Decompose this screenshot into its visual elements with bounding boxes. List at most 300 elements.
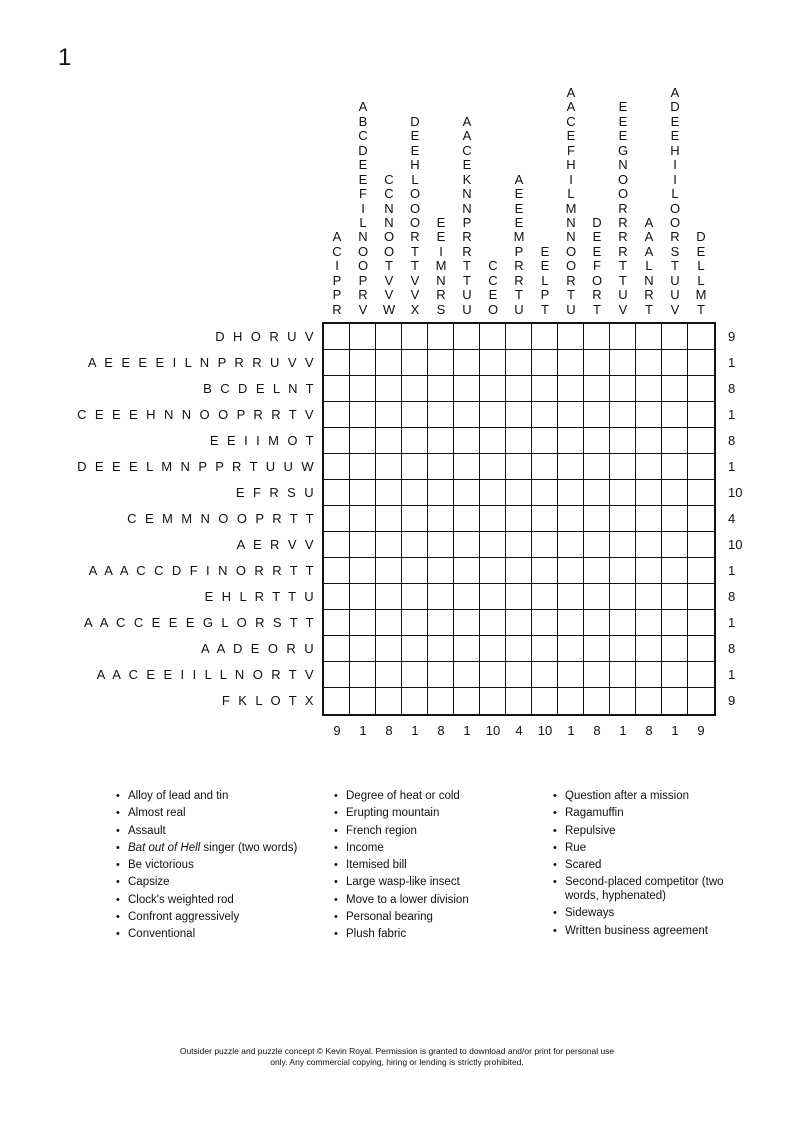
grid-cell[interactable] (454, 324, 480, 350)
grid-cell[interactable] (428, 480, 454, 506)
grid-cell[interactable] (428, 324, 454, 350)
row-count: 10 (728, 537, 743, 552)
grid-cell[interactable] (454, 350, 480, 376)
column-clue: A C I P P R (332, 229, 342, 317)
grid-cell[interactable] (558, 402, 584, 428)
grid-cell[interactable] (506, 688, 532, 714)
grid-cell[interactable] (584, 636, 610, 662)
grid-cell[interactable] (688, 428, 714, 454)
clue-item: • Large wasp-like insect (334, 876, 534, 890)
grid-cell[interactable] (532, 480, 558, 506)
grid-cell[interactable] (480, 532, 506, 558)
clue-item: • Confront aggressively (116, 911, 316, 925)
grid-cell[interactable] (662, 480, 688, 506)
grid-cell[interactable] (428, 688, 454, 714)
grid-cell[interactable] (454, 688, 480, 714)
grid-cell[interactable] (688, 324, 714, 350)
grid-cell[interactable] (584, 454, 610, 480)
grid-cell[interactable] (610, 402, 636, 428)
grid-cell[interactable] (324, 558, 350, 584)
grid-cell[interactable] (454, 610, 480, 636)
column-clue: A E E E M P R R T U (513, 171, 525, 317)
grid-cell[interactable] (584, 662, 610, 688)
column-count: 4 (515, 723, 523, 738)
row-clue: A E R V V (236, 537, 316, 552)
grid-cell[interactable] (480, 376, 506, 402)
grid-cell[interactable] (636, 636, 662, 662)
grid-cell[interactable] (506, 636, 532, 662)
grid-cell[interactable] (558, 532, 584, 558)
grid-cell[interactable] (636, 532, 662, 558)
grid-cell[interactable] (480, 662, 506, 688)
grid-cell[interactable] (506, 350, 532, 376)
grid-cell[interactable] (506, 506, 532, 532)
clue-item: • Clock's weighted rod (116, 894, 316, 908)
row-count: 8 (728, 381, 736, 396)
grid-cell[interactable] (350, 376, 376, 402)
column-count: 1 (671, 723, 679, 738)
grid-cell[interactable] (636, 610, 662, 636)
grid-cell[interactable] (350, 402, 376, 428)
grid-cell[interactable] (636, 402, 662, 428)
grid-cell[interactable] (350, 636, 376, 662)
grid-cell[interactable] (662, 688, 688, 714)
row-clue: D E E E L M N P P R T U U W (77, 459, 316, 474)
grid-cell[interactable] (662, 610, 688, 636)
column-clue: D E L L M T (695, 229, 707, 317)
grid-cell[interactable] (688, 584, 714, 610)
grid-cell[interactable] (324, 584, 350, 610)
grid-cell[interactable] (688, 610, 714, 636)
grid-cell[interactable] (480, 610, 506, 636)
column-count: 1 (359, 723, 367, 738)
grid-cell[interactable] (688, 376, 714, 402)
column-count: 1 (567, 723, 575, 738)
grid-cell[interactable] (402, 610, 428, 636)
column-clue: E E L P T (540, 243, 550, 317)
grid-cell[interactable] (558, 688, 584, 714)
grid-cell[interactable] (558, 428, 584, 454)
grid-cell[interactable] (532, 454, 558, 480)
grid-cell[interactable] (350, 662, 376, 688)
grid-cell[interactable] (584, 506, 610, 532)
grid-cell[interactable] (350, 428, 376, 454)
grid-cell[interactable] (324, 662, 350, 688)
grid-cell[interactable] (558, 376, 584, 402)
grid-cell[interactable] (428, 636, 454, 662)
grid-cell[interactable] (428, 610, 454, 636)
grid-cell[interactable] (454, 532, 480, 558)
grid-cell[interactable] (454, 428, 480, 454)
grid-cell[interactable] (506, 480, 532, 506)
grid-cell[interactable] (350, 324, 376, 350)
grid-cell[interactable] (688, 688, 714, 714)
grid-cell[interactable] (454, 454, 480, 480)
grid-cell[interactable] (428, 532, 454, 558)
grid-cell[interactable] (402, 454, 428, 480)
column-clue: A D E E H I I L O O R S T U U V (669, 85, 681, 317)
grid-cell[interactable] (688, 454, 714, 480)
clue-item: • Income (334, 842, 534, 856)
grid-cell[interactable] (636, 350, 662, 376)
clue-item: • Scared (553, 859, 753, 873)
grid-cell[interactable] (324, 324, 350, 350)
clue-item: • Written business agreement (553, 925, 753, 939)
grid-cell[interactable] (454, 402, 480, 428)
grid-cell[interactable] (662, 532, 688, 558)
grid-cell[interactable] (584, 558, 610, 584)
grid-cell[interactable] (324, 402, 350, 428)
grid-cell[interactable] (610, 688, 636, 714)
grid-cell[interactable] (636, 506, 662, 532)
row-count: 9 (728, 693, 736, 708)
grid-cell[interactable] (402, 428, 428, 454)
grid-cell[interactable] (532, 636, 558, 662)
column-count: 10 (485, 723, 501, 738)
grid-cell[interactable] (506, 454, 532, 480)
grid-cell[interactable] (610, 454, 636, 480)
grid-cell[interactable] (610, 350, 636, 376)
row-clue: F K L O T X (221, 693, 316, 708)
grid-cell[interactable] (558, 558, 584, 584)
grid-cell[interactable] (636, 428, 662, 454)
grid-cell[interactable] (662, 454, 688, 480)
grid-cell[interactable] (480, 636, 506, 662)
grid-cell[interactable] (480, 454, 506, 480)
grid-cell[interactable] (636, 454, 662, 480)
grid-cell[interactable] (662, 428, 688, 454)
row-count: 1 (728, 615, 736, 630)
grid-cell[interactable] (584, 428, 610, 454)
grid-cell[interactable] (532, 324, 558, 350)
grid-cell[interactable] (376, 480, 402, 506)
grid-cell[interactable] (558, 584, 584, 610)
grid-cell[interactable] (506, 610, 532, 636)
clue-item: • Conventional (116, 928, 316, 942)
column-count: 10 (537, 723, 553, 738)
grid-cell[interactable] (324, 688, 350, 714)
grid-cell[interactable] (532, 532, 558, 558)
grid-cell[interactable] (584, 532, 610, 558)
grid-cell[interactable] (636, 662, 662, 688)
grid-cell[interactable] (376, 350, 402, 376)
grid-cell[interactable] (376, 324, 402, 350)
grid-cell[interactable] (350, 584, 376, 610)
grid-cell[interactable] (558, 610, 584, 636)
grid-cell[interactable] (428, 454, 454, 480)
column-clue: D E E F O R T (591, 214, 603, 317)
grid-cell[interactable] (350, 506, 376, 532)
grid-cell[interactable] (402, 636, 428, 662)
grid-cell[interactable] (558, 480, 584, 506)
grid-cell[interactable] (376, 506, 402, 532)
copyright-footer (0, 1046, 794, 1068)
grid-cell[interactable] (506, 324, 532, 350)
clue-item: • Move to a lower division (334, 894, 534, 908)
grid-cell[interactable] (350, 532, 376, 558)
grid-cell[interactable] (480, 402, 506, 428)
grid-cell[interactable] (454, 480, 480, 506)
grid-cell[interactable] (350, 688, 376, 714)
grid-cell[interactable] (636, 480, 662, 506)
grid-cell[interactable] (532, 558, 558, 584)
grid-cell[interactable] (324, 506, 350, 532)
column-clue: E E E G N O O R R R R T T U V (617, 99, 629, 317)
grid-cell[interactable] (558, 506, 584, 532)
grid-cell[interactable] (402, 532, 428, 558)
grid-cell[interactable] (688, 636, 714, 662)
grid-cell[interactable] (558, 324, 584, 350)
grid-cell[interactable] (324, 636, 350, 662)
row-count: 10 (728, 485, 743, 500)
row-count: 8 (728, 589, 736, 604)
clue-item: • Itemised bill (334, 859, 534, 873)
grid-cell[interactable] (584, 402, 610, 428)
row-clue: E H L R T T U (204, 589, 316, 604)
grid-cell[interactable] (662, 584, 688, 610)
column-clue: A A A L N R T (644, 214, 654, 317)
footer-line-2: only. Any commercial copying, hiring or lending is strictly prohibited. (270, 1057, 524, 1067)
column-clue: C C E O (487, 258, 499, 317)
grid-cell[interactable] (532, 376, 558, 402)
grid-cell[interactable] (454, 584, 480, 610)
clue-item: • Erupting mountain (334, 807, 534, 821)
grid-cell[interactable] (532, 350, 558, 376)
clue-item: • Personal bearing (334, 911, 534, 925)
grid-cell[interactable] (506, 376, 532, 402)
row-clue: A A C C E E E G L O R S T T (84, 615, 316, 630)
row-clue: A E E E E I L N P R R U V V (87, 355, 316, 370)
grid-cell[interactable] (480, 558, 506, 584)
grid-cell[interactable] (428, 584, 454, 610)
grid-cell[interactable] (506, 662, 532, 688)
grid-cell[interactable] (402, 350, 428, 376)
grid-cell[interactable] (610, 506, 636, 532)
grid-cell[interactable] (376, 428, 402, 454)
grid-cell[interactable] (558, 662, 584, 688)
grid-cell[interactable] (532, 584, 558, 610)
grid-cell[interactable] (662, 506, 688, 532)
column-count: 1 (411, 723, 419, 738)
row-clue: C E E E H N N O O P R R T V (77, 407, 316, 422)
grid-cell[interactable] (402, 662, 428, 688)
grid-cell[interactable] (506, 428, 532, 454)
grid-cell[interactable] (506, 532, 532, 558)
grid-cell[interactable] (480, 688, 506, 714)
grid-cell[interactable] (610, 636, 636, 662)
column-clue: C C N N O O T V V W (382, 171, 396, 317)
grid-cell[interactable] (428, 662, 454, 688)
grid-cell[interactable] (532, 610, 558, 636)
grid-cell[interactable] (532, 506, 558, 532)
grid-cell[interactable] (662, 558, 688, 584)
clue-item: • Repulsive (553, 825, 753, 839)
row-count: 1 (728, 667, 736, 682)
grid-cell[interactable] (350, 610, 376, 636)
grid-cell[interactable] (480, 428, 506, 454)
grid-cell[interactable] (402, 688, 428, 714)
grid-cell[interactable] (402, 376, 428, 402)
grid-cell[interactable] (610, 324, 636, 350)
column-clue: A A C E F H I L M N N O O R T U (565, 85, 577, 317)
grid-cell[interactable] (584, 688, 610, 714)
grid-cell[interactable] (506, 402, 532, 428)
clue-item: • Almost real (116, 807, 316, 821)
grid-cell[interactable] (402, 506, 428, 532)
grid-cell[interactable] (584, 376, 610, 402)
grid-cell[interactable] (428, 376, 454, 402)
clue-item: • Question after a mission (553, 790, 753, 804)
grid-cell[interactable] (324, 350, 350, 376)
grid-cell[interactable] (688, 402, 714, 428)
grid-cell[interactable] (428, 558, 454, 584)
grid-cell[interactable] (558, 454, 584, 480)
grid-cell[interactable] (610, 610, 636, 636)
grid-cell[interactable] (636, 324, 662, 350)
column-count: 8 (645, 723, 653, 738)
grid-cell[interactable] (376, 558, 402, 584)
grid-cell[interactable] (402, 402, 428, 428)
column-count: 1 (619, 723, 627, 738)
grid-cell[interactable] (376, 532, 402, 558)
grid-cell[interactable] (324, 428, 350, 454)
grid-cell[interactable] (584, 610, 610, 636)
grid-cell[interactable] (532, 402, 558, 428)
grid-cell[interactable] (662, 636, 688, 662)
puzzle-number: 1 (58, 44, 72, 71)
grid-cell[interactable] (376, 636, 402, 662)
column-count: 8 (593, 723, 601, 738)
row-clue: E E I I M O T (209, 433, 316, 448)
column-count: 9 (333, 723, 341, 738)
row-clue: E F R S U (235, 485, 316, 500)
grid-cell[interactable] (584, 350, 610, 376)
column-clue: E E I M N R S (435, 214, 447, 317)
column-clue: A B C D E E F I L N O O P R V (357, 99, 369, 317)
grid-cell[interactable] (402, 584, 428, 610)
grid-cell[interactable] (688, 506, 714, 532)
grid-cell[interactable] (584, 584, 610, 610)
row-clue: C E M M N O O P R T T (127, 511, 316, 526)
grid-cell[interactable] (428, 350, 454, 376)
footer-line-1: Outsider puzzle and puzzle concept © Kevin Royal. Permission is granted to download and/or print for personal use (179, 1046, 615, 1056)
grid-cell[interactable] (688, 558, 714, 584)
grid-cell[interactable] (662, 376, 688, 402)
grid-cell[interactable] (506, 558, 532, 584)
grid-cell[interactable] (376, 662, 402, 688)
grid-cell[interactable] (428, 506, 454, 532)
grid-cell[interactable] (558, 636, 584, 662)
grid-cell[interactable] (688, 532, 714, 558)
grid-cell[interactable] (454, 506, 480, 532)
grid-cell[interactable] (480, 506, 506, 532)
clue-item: • Second-placed competitor (two words, hyphenated) (553, 876, 753, 903)
grid-cell[interactable] (350, 558, 376, 584)
grid-cell[interactable] (610, 532, 636, 558)
clue-item: • Sideways (553, 907, 753, 921)
grid-cell[interactable] (454, 636, 480, 662)
row-count: 4 (728, 511, 736, 526)
clue-item: • Bat out of Hell singer (two words) (116, 842, 316, 856)
grid-cell[interactable] (402, 558, 428, 584)
grid-cell[interactable] (480, 480, 506, 506)
grid-cell[interactable] (350, 350, 376, 376)
grid-cell[interactable] (428, 402, 454, 428)
row-count: 1 (728, 459, 736, 474)
clue-list-3 (553, 790, 753, 942)
grid-cell[interactable] (324, 376, 350, 402)
column-count: 8 (385, 723, 393, 738)
grid-cell[interactable] (636, 558, 662, 584)
grid-cell[interactable] (376, 610, 402, 636)
grid-cell[interactable] (324, 454, 350, 480)
grid-cell[interactable] (636, 688, 662, 714)
grid-cell[interactable] (584, 480, 610, 506)
row-clue: A A A C C D F I N O R R T T (88, 563, 316, 578)
clue-item: • Alloy of lead and tin (116, 790, 316, 804)
clue-item: • Degree of heat or cold (334, 790, 534, 804)
grid-cell[interactable] (688, 350, 714, 376)
grid-cell[interactable] (480, 350, 506, 376)
grid-cell[interactable] (402, 480, 428, 506)
grid-cell[interactable] (480, 584, 506, 610)
grid-cell[interactable] (506, 584, 532, 610)
grid-cell[interactable] (350, 480, 376, 506)
grid-cell[interactable] (324, 532, 350, 558)
clue-item: • Plush fabric (334, 928, 534, 942)
grid-cell[interactable] (610, 428, 636, 454)
grid-cell[interactable] (454, 558, 480, 584)
grid-cell[interactable] (610, 662, 636, 688)
grid-cell[interactable] (532, 688, 558, 714)
grid-cell[interactable] (454, 376, 480, 402)
grid-cell[interactable] (454, 662, 480, 688)
grid-cell[interactable] (558, 350, 584, 376)
grid-cell[interactable] (688, 662, 714, 688)
grid-cell[interactable] (350, 454, 376, 480)
grid-cell[interactable] (532, 662, 558, 688)
grid-cell[interactable] (636, 376, 662, 402)
column-count: 8 (437, 723, 445, 738)
grid-cell[interactable] (584, 324, 610, 350)
clue-item: • Assault (116, 825, 316, 839)
grid-cell[interactable] (662, 402, 688, 428)
grid-cell[interactable] (376, 454, 402, 480)
grid-cell[interactable] (532, 428, 558, 454)
grid-cell[interactable] (428, 428, 454, 454)
row-count: 1 (728, 355, 736, 370)
grid-cell[interactable] (662, 662, 688, 688)
grid-cell[interactable] (610, 376, 636, 402)
grid-cell[interactable] (376, 376, 402, 402)
column-count: 9 (697, 723, 705, 738)
grid-cell[interactable] (376, 584, 402, 610)
grid-cell[interactable] (376, 402, 402, 428)
grid-cell[interactable] (610, 584, 636, 610)
grid-cell[interactable] (662, 324, 688, 350)
grid-cell[interactable] (636, 584, 662, 610)
grid-cell[interactable] (688, 480, 714, 506)
grid-cell[interactable] (610, 480, 636, 506)
grid-cell[interactable] (324, 610, 350, 636)
grid-cell[interactable] (324, 480, 350, 506)
grid-cell[interactable] (610, 558, 636, 584)
clue-item: • Capsize (116, 876, 316, 890)
grid-cell[interactable] (480, 324, 506, 350)
grid-cell[interactable] (376, 688, 402, 714)
grid-cell[interactable] (402, 324, 428, 350)
grid-cell[interactable] (662, 350, 688, 376)
